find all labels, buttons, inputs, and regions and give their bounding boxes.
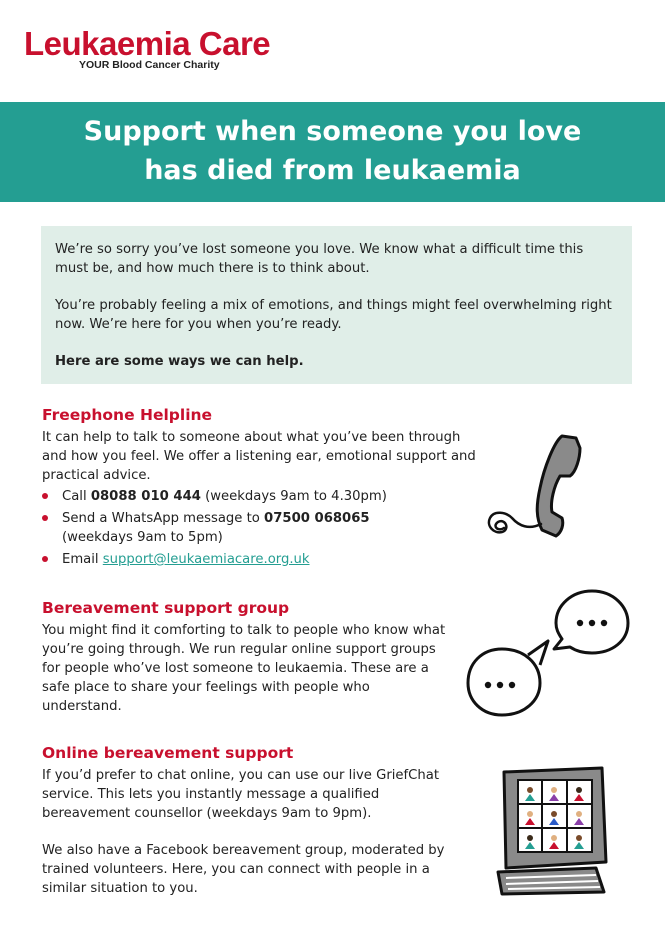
- email-link[interactable]: support@leukaemiacare.org.uk: [102, 552, 310, 567]
- telephone-icon: [484, 428, 594, 543]
- page-title-line-1: Support when someone you love: [83, 116, 582, 147]
- helpline-section: [42, 405, 477, 572]
- title-banner: [0, 102, 665, 202]
- logo: [24, 26, 270, 71]
- logo-name: Leukaemia Care: [24, 25, 271, 62]
- support-group-section: [42, 598, 452, 716]
- bullet-icon: [42, 493, 48, 499]
- bullet-icon: [42, 556, 48, 562]
- online-support-section: [42, 743, 467, 898]
- helpline-list: [42, 487, 477, 569]
- list-item-email: Email support@leukaemiacare.org.uk: [42, 550, 477, 569]
- online-support-heading: Online bereavement support: [42, 744, 294, 762]
- intro-paragraph-2: You’re probably feeling a mix of emotions, and things might feel overwhelming right now. We’re here for you when you’re ready.: [55, 298, 612, 332]
- support-group-body: You might find it comforting to talk to people who know what you’re going through. We run regular online support groups for people who’ve lost someone to leukaemia. These are a safe place to share your feelings with people who understand.: [42, 623, 446, 714]
- page-title-line-2: has died from leukaemia: [144, 155, 521, 186]
- list-item-whatsapp: Send a WhatsApp message to 07500 068065 (weekdays 9am to 5pm): [42, 509, 477, 547]
- logo-tagline: YOUR Blood Cancer Charity: [79, 59, 220, 71]
- speech-bubbles-icon: [462, 585, 632, 720]
- online-support-paragraph-1: If you’d prefer to chat online, you can use our live GriefChat service. This lets you instantly message a qualified bereavement counsellor (weekdays 9am to 9pm).: [42, 768, 439, 821]
- phone-number[interactable]: 08088 010 444: [90, 489, 201, 504]
- helpline-body: It can help to talk to someone about what you’ve been through and how you feel. We offer a listening ear, emotional support and practical advice.: [42, 430, 476, 483]
- whatsapp-number[interactable]: 07500 068065: [264, 511, 370, 526]
- online-support-paragraph-2: We also have a Facebook bereavement group, moderated by trained volunteers. Here, you can connect with people in a similar situation to you.: [42, 843, 445, 896]
- list-item-call: Call 08088 010 444 (weekdays 9am to 4.30pm): [42, 487, 477, 506]
- bullet-icon: [42, 515, 48, 521]
- intro-paragraph-3: Here are some ways we can help.: [55, 354, 304, 369]
- computer-video-call-icon: [492, 764, 612, 899]
- intro-box: [41, 226, 632, 384]
- helpline-heading: Freephone Helpline: [42, 406, 213, 424]
- intro-paragraph-1: We’re so sorry you’ve lost someone you love. We know what a difficult time this must be, and how much there is to think about.: [55, 242, 584, 276]
- support-group-heading: Bereavement support group: [42, 599, 290, 617]
